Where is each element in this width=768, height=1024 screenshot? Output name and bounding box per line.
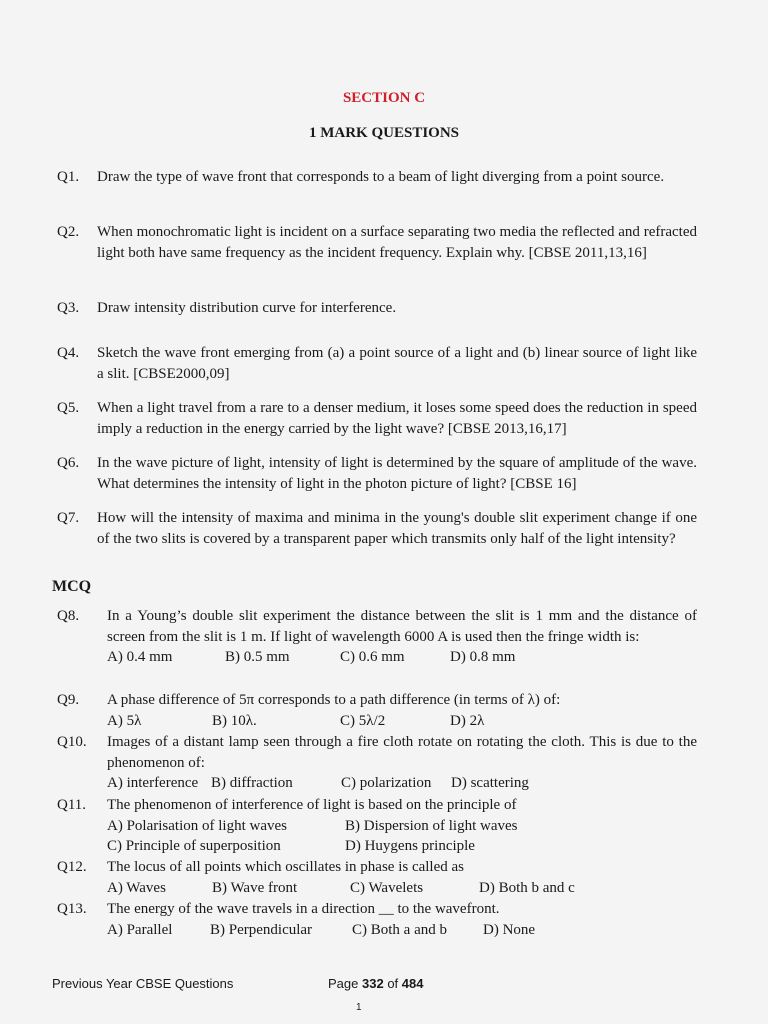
- option: C) Wavelets: [350, 879, 424, 896]
- option: A) Parallel: [107, 921, 173, 938]
- questions-subtitle: 1 MARK QUESTIONS: [308, 125, 460, 141]
- option: D) 2λ: [450, 712, 485, 729]
- question-text: Images of a distant lamp seen through a fire cloth rotate on rotating the cloth. This is due to the phenomenon of:: [107, 734, 697, 771]
- page-mark: 1: [356, 1002, 362, 1013]
- options-row: [107, 711, 697, 732]
- question-number: Q6.: [57, 455, 80, 471]
- option: B) Wave front: [212, 879, 298, 896]
- option: D) None: [483, 921, 536, 938]
- option: D) 0.8 mm: [450, 649, 516, 665]
- mcq-q8: [57, 606, 697, 668]
- page-of: of: [387, 976, 399, 991]
- option: C) Principle of superposition: [107, 838, 281, 854]
- options-row: [107, 836, 697, 857]
- option: D) Both b and c: [479, 879, 575, 896]
- question-q3: [57, 298, 697, 319]
- mcq-q11: [57, 795, 697, 857]
- question-text: Sketch the wave front emerging from (a) a point source of a light and (b) linear source of light like a slit. [CBSE2000,09]: [97, 345, 697, 382]
- question-number: Q12.: [57, 859, 87, 875]
- question-text: In a Young’s double slit experiment the distance between the slit is 1 mm and the distance of screen from the slit is 1 m. If light of wavelength 6000 A is used then the fringe width is:: [107, 608, 697, 645]
- question-number: Q1.: [57, 169, 80, 185]
- options-row: [107, 920, 697, 941]
- mcq-q10: [57, 732, 697, 794]
- question-q6: [57, 453, 697, 494]
- question-q1: [57, 167, 697, 188]
- question-text: In the wave picture of light, intensity of light is determined by the square of amplitude of the wave. What determines the intensity of light in the photon picture of light? [CBSE 16]: [97, 455, 697, 492]
- option: A) Waves: [107, 879, 166, 896]
- section-title: SECTION C: [342, 90, 426, 106]
- options-row: [107, 647, 697, 668]
- footer-title: Previous Year CBSE Questions: [52, 976, 234, 991]
- question-number: Q7.: [57, 510, 80, 526]
- option: B) diffraction: [211, 775, 293, 791]
- option: A) 0.4 mm: [107, 649, 173, 665]
- question-number: Q8.: [57, 608, 80, 624]
- options-row: [107, 878, 697, 899]
- option: A) Polarisation of light waves: [107, 817, 287, 834]
- question-number: Q9.: [57, 692, 80, 708]
- question-q4: [57, 343, 697, 384]
- option: A) 5λ: [107, 712, 142, 729]
- options-row: [107, 773, 697, 794]
- question-number: Q3.: [57, 300, 80, 316]
- option: B) Dispersion of light waves: [345, 817, 518, 834]
- option: C) 0.6 mm: [340, 649, 405, 665]
- page-label: Page: [328, 976, 359, 991]
- question-number: Q5.: [57, 400, 80, 416]
- question-number: Q2.: [57, 224, 80, 240]
- page-current: 332: [362, 976, 384, 991]
- question-text: The locus of all points which oscillates in phase is called as: [107, 859, 464, 875]
- mcq-q9: [57, 690, 697, 731]
- option: D) Huygens principle: [345, 838, 475, 854]
- option: B) 0.5 mm: [225, 649, 290, 665]
- question-number: Q11.: [57, 797, 87, 813]
- question-text: A phase difference of 5π corresponds to a path difference (in terms of λ) of:: [107, 692, 561, 708]
- question-text: The energy of the wave travels in a direction __ to the wavefront.: [107, 901, 500, 917]
- page-number: [328, 976, 424, 991]
- option: D) scattering: [451, 775, 529, 791]
- options-row: [107, 816, 697, 837]
- question-number: Q13.: [57, 901, 87, 917]
- mcq-heading: MCQ: [52, 578, 92, 595]
- question-text: How will the intensity of maxima and minima in the young's double slit experiment change if one of the two slits is covered by a transparent paper which transmits only half of the light intensity?: [97, 510, 697, 547]
- question-text: When a light travel from a rare to a denser medium, it loses some speed does the reduction in speed imply a reduction in the energy carried by the light wave? [CBSE 2013,16,17]: [97, 400, 697, 437]
- question-text: The phenomenon of interference of light is based on the principle of: [107, 797, 517, 813]
- question-text: Draw the type of wave front that corresponds to a beam of light diverging from a point source.: [97, 169, 665, 185]
- option: C) polarization: [341, 775, 432, 791]
- question-text: Draw intensity distribution curve for interference.: [97, 300, 397, 316]
- option: C) Both a and b: [352, 921, 447, 938]
- option: A) interference: [107, 775, 199, 791]
- mcq-q12: [57, 857, 697, 898]
- page-total: 484: [401, 976, 424, 991]
- question-q7: [57, 508, 697, 549]
- question-number: Q4.: [57, 345, 80, 361]
- option: B) Perpendicular: [210, 921, 313, 938]
- option: C) 5λ/2: [340, 712, 386, 729]
- mcq-q13: [57, 899, 697, 940]
- question-number: Q10.: [57, 734, 87, 750]
- question-q2: [57, 222, 697, 263]
- option: B) 10λ.: [212, 712, 257, 729]
- question-text: When monochromatic light is incident on a surface separating two media the reflected and refracted light both have same frequency as the incident frequency. Explain why. [CBSE 2011,13,16]: [97, 224, 697, 261]
- question-q5: [57, 398, 697, 439]
